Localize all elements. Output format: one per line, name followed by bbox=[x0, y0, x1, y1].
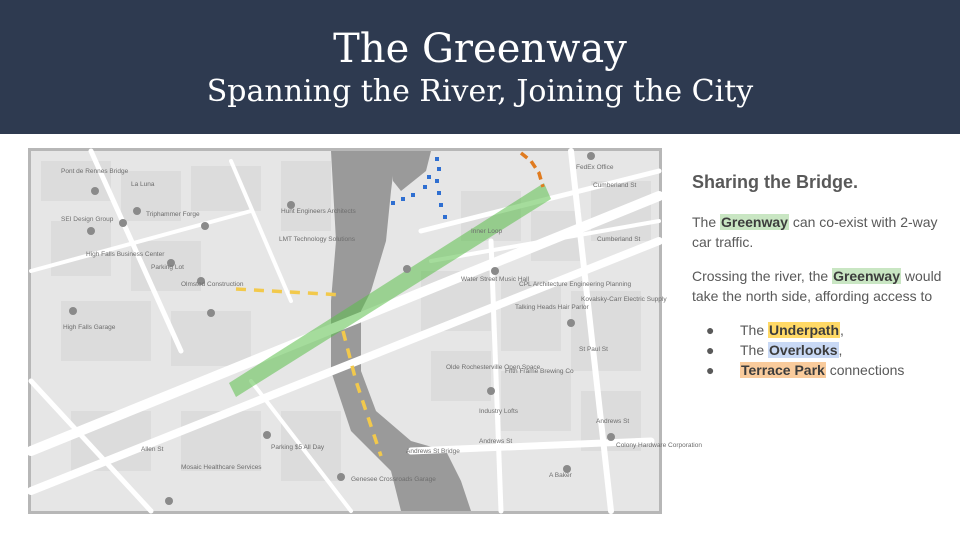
paragraph-crossing bbox=[692, 266, 950, 306]
label-triphammer: Triphammer Forge bbox=[146, 211, 200, 218]
paragraph-coexist bbox=[692, 212, 950, 252]
label-andrews-st: Andrews St bbox=[479, 438, 513, 445]
item-suffix: , bbox=[840, 322, 844, 338]
greenway-highlight-2: Greenway bbox=[833, 268, 900, 284]
label-kovalsky: Kovalsky-Carr Electric Supply bbox=[581, 296, 667, 303]
label-a-baker: A Baker bbox=[549, 472, 572, 479]
label-allen-st: Allen St bbox=[141, 446, 164, 453]
label-olmsted: Olmsted Construction bbox=[181, 281, 244, 288]
label-high-falls-garage: High Falls Garage bbox=[63, 324, 116, 331]
list-item-overlooks bbox=[692, 340, 950, 360]
p2-after: would take the north side, affording access to bbox=[692, 268, 942, 304]
label-inner-loop: Inner Loop bbox=[471, 228, 503, 235]
label-cumberland: Cumberland St bbox=[593, 182, 637, 189]
label-high-falls-business: High Falls Business Center bbox=[86, 251, 165, 258]
terrace-park-highlight: Terrace Park bbox=[741, 362, 825, 378]
bullet-icon: ● bbox=[706, 362, 715, 378]
label-talking-heads: Talking Heads Hair Parlor bbox=[515, 304, 589, 311]
label-cpl: CPL Architecture Engineering Planning bbox=[519, 281, 632, 288]
label-genesee: Genesee Crossroads Garage bbox=[351, 476, 436, 483]
bullet-icon: ● bbox=[706, 322, 715, 338]
access-list bbox=[692, 320, 950, 380]
bullet-icon: ● bbox=[706, 342, 715, 358]
label-water-street: Water Street Music Hall bbox=[461, 276, 530, 283]
p2-before: Crossing the river, the bbox=[692, 268, 833, 284]
slide-title: The Greenway bbox=[333, 26, 627, 72]
label-cumberland-2: Cumberland St bbox=[597, 236, 641, 243]
slide-subtitle: Spanning the River, Joining the City bbox=[206, 74, 754, 109]
label-pont-bridge: Pont de Rennes Bridge bbox=[61, 168, 129, 175]
label-andrews-st-2: Andrews St bbox=[596, 418, 630, 425]
list-item-underpath bbox=[692, 320, 950, 340]
item-suffix: connections bbox=[825, 362, 905, 378]
greenway-highlight: Greenway bbox=[721, 214, 788, 230]
label-hunt: Hunt Engineers Architects bbox=[281, 208, 356, 215]
p1-before: The bbox=[692, 214, 721, 230]
label-fifth-frame: Fifth Frame Brewing Co bbox=[505, 368, 574, 375]
item-prefix: The bbox=[740, 342, 769, 358]
info-panel bbox=[692, 170, 950, 380]
label-st-paul: St Paul St bbox=[579, 346, 608, 353]
label-parking-lot: Parking Lot bbox=[151, 264, 184, 271]
map-canvas bbox=[31, 151, 702, 511]
list-item-terrace-park bbox=[692, 360, 950, 380]
label-lmt: LMT Technology Solutions bbox=[279, 236, 356, 243]
label-olde: Olde Rochesterville Open Space bbox=[446, 364, 541, 371]
title-banner bbox=[0, 0, 960, 134]
overlooks-highlight: Overlooks bbox=[769, 342, 838, 358]
label-colony: Colony Hardware Corporation bbox=[616, 442, 702, 449]
p1-after: can co-exist with 2-way car traffic. bbox=[692, 214, 938, 250]
label-industry: Industry Lofts bbox=[479, 408, 519, 415]
label-parking-all-day: Parking $5 All Day bbox=[271, 444, 325, 451]
panel-heading: Sharing the Bridge. bbox=[692, 172, 859, 192]
underpath-highlight: Underpath bbox=[769, 322, 840, 338]
label-la-luna: La Luna bbox=[131, 181, 155, 188]
label-andrews-bridge: Andrews St Bridge bbox=[406, 448, 460, 455]
label-fedex: FedEx Office bbox=[576, 164, 614, 171]
map-image bbox=[28, 148, 702, 514]
label-sei: SEI Design Group bbox=[61, 216, 114, 223]
label-mosaic: Mosaic Healthcare Services bbox=[181, 464, 262, 471]
item-prefix: The bbox=[740, 322, 769, 338]
item-suffix: , bbox=[838, 342, 843, 358]
